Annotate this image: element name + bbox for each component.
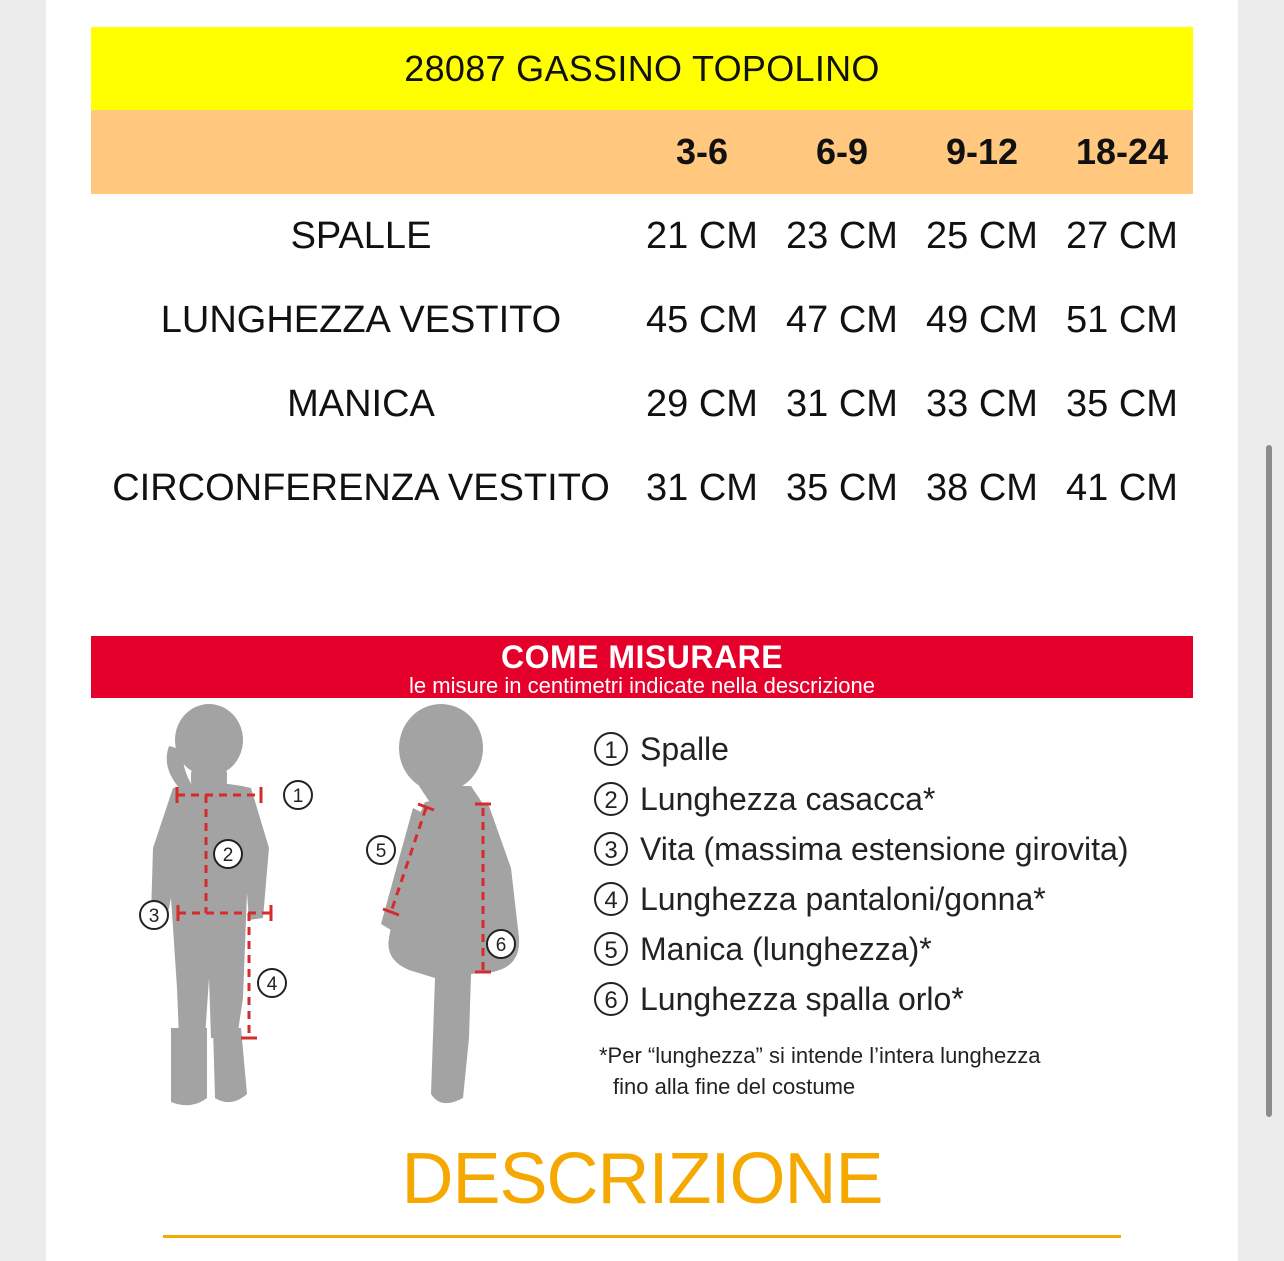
legend-item [594,924,1129,974]
size-header: 6-9 [815,131,869,172]
legend-item [594,974,1129,1024]
how-to-measure-subtitle: le misure in centimetri indicate nella descrizione [409,673,875,698]
table-cell: 29 CM [646,383,758,425]
row-label: CIRCONFERENZA VESTITO [112,467,610,509]
scrollbar[interactable] [1266,445,1272,1117]
page-gutter-right [1238,0,1284,1261]
size-table [91,27,1193,530]
boy-silhouette [148,704,269,1105]
marker-label: 6 [495,935,507,956]
table-cell: 35 CM [1066,383,1178,425]
table-cell: 45 CM [646,299,758,341]
table-cell: 31 CM [646,467,758,509]
marker-label: 4 [266,974,278,995]
marker-label: 1 [292,786,304,807]
table-cell: 21 CM [646,215,758,257]
number-circle: 4 [594,882,628,916]
table-cell: 41 CM [1066,467,1178,509]
size-table-title: 28087 GASSINO TOPOLINO [91,27,1193,110]
table-cell: 35 CM [786,467,898,509]
row-label: LUNGHEZZA VESTITO [160,299,562,341]
legend-label: Manica (lunghezza)* [640,930,932,967]
legend-item [594,824,1129,874]
size-header-row [91,110,1193,194]
measure-figures-illustration [91,698,591,1122]
table-cell: 31 CM [786,383,898,425]
how-to-measure-banner [91,636,1193,698]
table-cell: 27 CM [1066,215,1178,257]
legend-label: Lunghezza casacca* [640,780,936,817]
size-header: 3-6 [675,131,729,172]
table-cell: 23 CM [786,215,898,257]
legend-label: Vita (massima estensione girovita) [640,830,1129,867]
description-heading: DESCRIZIONE [401,1139,883,1219]
marker-label: 5 [375,841,387,862]
note-line: fino alla fine del costume [613,1074,856,1099]
description-underline [163,1235,1121,1238]
table-cell: 47 CM [786,299,898,341]
legend-label: Lunghezza pantaloni/gonna* [640,880,1046,917]
measure-legend [594,724,1129,1024]
note-line: *Per “lunghezza” si intende l’intera lunghezza [599,1043,1041,1068]
size-header: 18-24 [1075,131,1169,172]
number-circle: 6 [594,982,628,1016]
page-gutter-left [0,0,46,1261]
table-cell: 38 CM [926,467,1038,509]
number-circle: 1 [594,732,628,766]
how-to-measure-title: COME MISURARE [500,639,784,675]
number-circle: 2 [594,782,628,816]
legend-label: Spalle [640,730,729,767]
table-row [91,278,1193,362]
table-cell: 51 CM [1066,299,1178,341]
length-note [599,1040,1040,1102]
legend-item [594,724,1129,774]
number-circle: 3 [594,832,628,866]
legend-item [594,774,1129,824]
girl-silhouette [381,704,519,1103]
table-row [91,362,1193,446]
table-row [91,194,1193,278]
row-label: SPALLE [290,215,432,257]
size-header: 9-12 [945,131,1019,172]
how-to-measure-panel [91,636,1193,1122]
table-cell: 49 CM [926,299,1038,341]
legend-label: Lunghezza spalla orlo* [640,980,964,1017]
row-label: MANICA [287,383,435,425]
marker-label: 2 [222,845,234,866]
legend-item [594,874,1129,924]
table-cell: 25 CM [926,215,1038,257]
number-circle: 5 [594,932,628,966]
table-cell: 33 CM [926,383,1038,425]
table-row [91,446,1193,530]
marker-label: 3 [148,906,160,927]
